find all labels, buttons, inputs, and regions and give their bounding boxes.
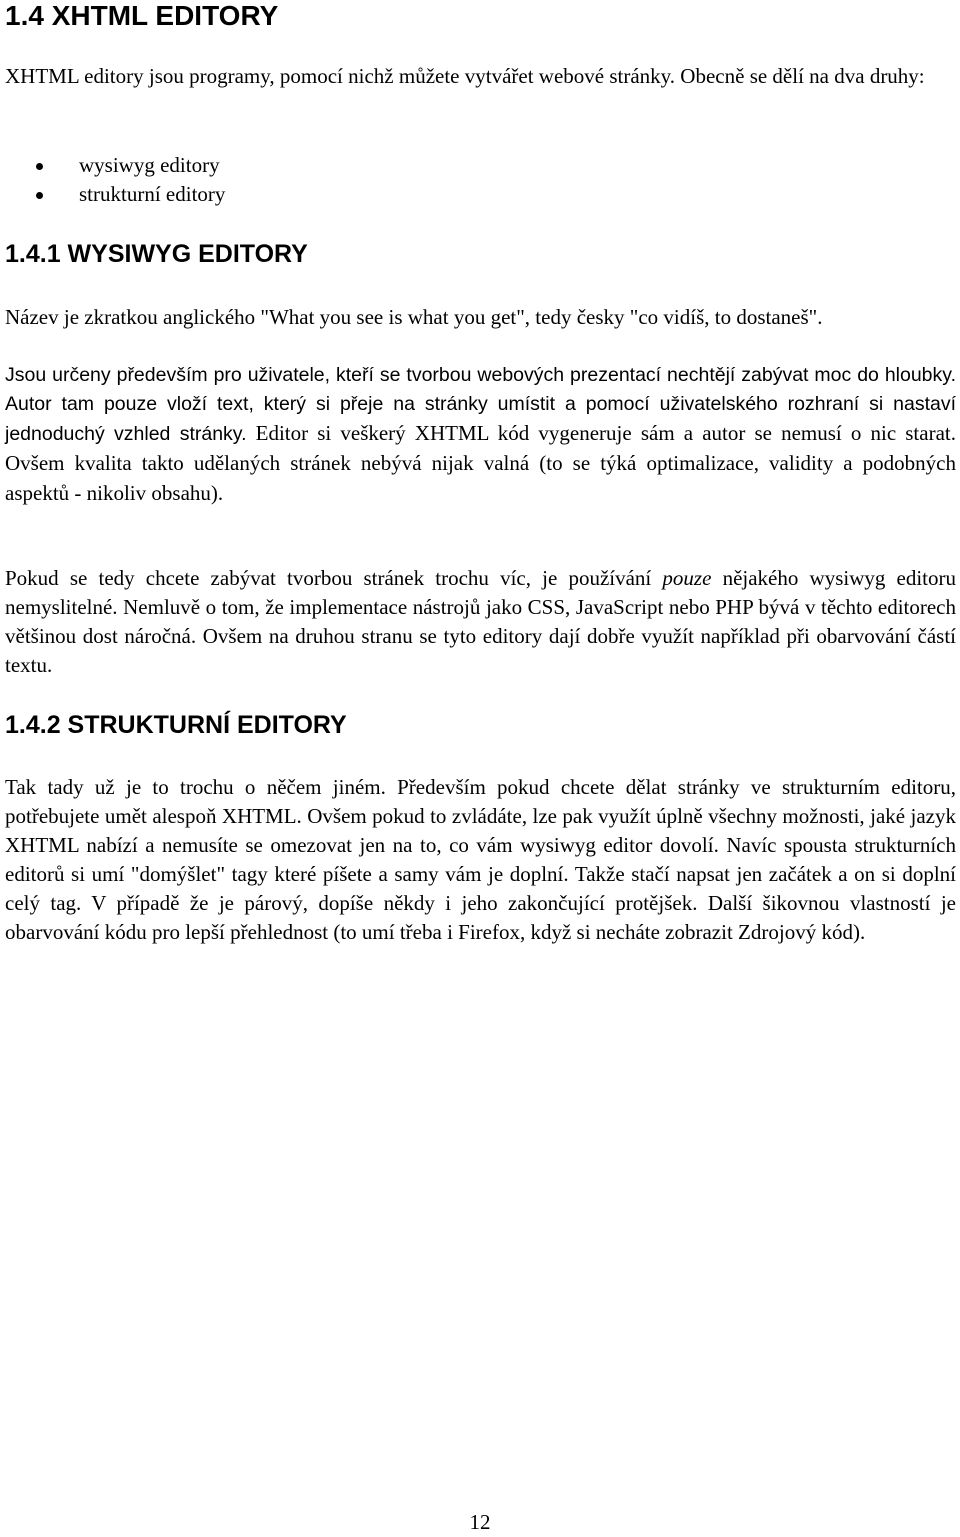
subsection-heading-structural: 1.4.2 STRUKTURNÍ EDITORY	[5, 711, 347, 739]
wysiwyg-paragraph-2	[5, 361, 956, 509]
wysiwyg-paragraph-1: Název je zkratkou anglického "What you see is what you get", tedy česky "co vidíš, to dostaneš".	[5, 305, 823, 329]
wysiwyg-paragraph-2-sans: Jsou určeny především pro uživatele, kteří se tvorbou webových prezentací nechtějí zabývat moc do hloubky. Autor tam pouze vloží text, který si přeje na stránky umístit a pomocí uživatelského rozhraní si nastaví jednoduchý vzhled stránky.	[5, 364, 956, 445]
editor-types-list	[5, 151, 225, 209]
structural-paragraph: Tak tady už je to trochu o něčem jiném. Především pokud chcete dělat stránky ve strukturním editoru, potřebujete umět alespoň XHTML. Ovšem pokud to zvládáte, lze pak využít úplně všechny možnosti, jaké jazyk XHTML nabízí a nemusíte se omezovat jen na to, co vám wysiwyg editor dovolí. Navíc spousta strukturních editorů si umí "domýšlet" tagy které píšete a samy vám je doplní. Takže stačí napsat jen začátek a on si doplní celý tag. V případě že je párový, dopíše někdy i jeho zakončující protějšek. Další šikovnou vlastností je obarvování kódu pro lepší přehlednost (to umí třeba i Firefox, když si necháte zobrazit Zdrojový kód).	[5, 775, 956, 944]
section-heading: 1.4 XHTML EDITORY	[5, 0, 279, 31]
bullet-icon	[36, 192, 43, 199]
list-item: strukturní editory	[5, 180, 225, 209]
emphasis-text: pouze	[662, 566, 712, 590]
subsection-heading-wysiwyg: 1.4.1 WYSIWYG EDITORY	[5, 240, 308, 268]
wysiwyg-paragraph-2-serif: Editor si veškerý XHTML kód vygeneruje sám a autor se nemusí o nic starat. Ovšem kvalita takto udělaných stránek nebývá nijak valná (to se týká optimalizace, validity a podobných aspektů - nikoliv obsahu).	[5, 421, 956, 505]
intro-paragraph: XHTML editory jsou programy, pomocí nichž můžete vytvářet webové stránky. Obecně se dělí na dva druhy:	[5, 64, 925, 88]
wysiwyg-paragraph-3: Pokud se tedy chcete zabývat tvorbou stránek trochu víc, je používání pouze nějakého wysiwyg editoru nemyslitelné. Nemluvě o tom, že implementace nástrojů jako CSS, JavaScript nebo PHP bývá v těchto editorech většinou dost náročná. Ovšem na druhou stranu se tyto editory dají dobře využít například při obarvování částí textu.	[5, 566, 956, 677]
page-number: 12	[469, 1510, 491, 1534]
bullet-icon	[36, 163, 43, 170]
list-item: wysiwyg editory	[5, 151, 225, 180]
